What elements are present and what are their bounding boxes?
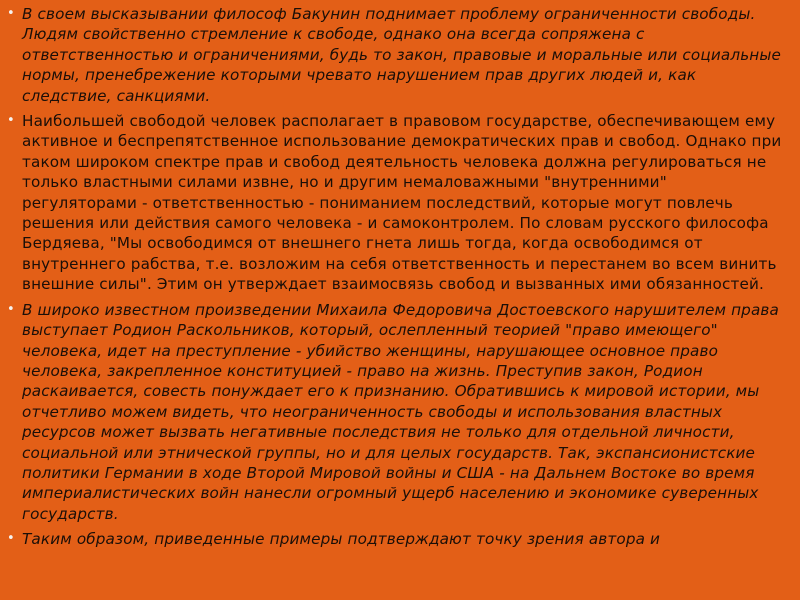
- bullet-marker: •: [7, 301, 15, 317]
- bullet-text: Наибольшей свободой человек располагает в правовом государстве, обеспечивающем ему активное и беспрепятственное использование демократических прав и свобод. Однако при таком широком спектре прав и свобод деятельность человека должна регулироваться не только властными силами извне, но и другим немаловажными "внутренними" регуляторами - ответственностью - пониманием последствий, которые могут повлечь решения или действия самого человека - и самоконтролем. По словам русского философа Бердяева, "Мы освободимся от внешнего гнета лишь тогда, когда освободимся от внутреннего рабства, т.е. возложим на себя ответственность и перестанем во всем винить внешние силы". Этим он утверждает взаимосвязь свобод и вызванных ими обязанностей.: [22, 112, 782, 294]
- bullet-marker: •: [7, 6, 15, 21]
- bullet-marker: •: [7, 113, 15, 129]
- bullet-text: В своем высказывании философ Бакунин поднимает проблему ограниченности свободы. Людям свойственно стремление к свободе, однако она всегда сопряжена с ответственностью и ограничениями, будь то закон, правовые и моральные или социальные нормы, пренебрежение которыми чревато нарушением прав других людей и, как следствие, санкциями.: [22, 5, 782, 105]
- bullet-item-3: [7, 300, 786, 524]
- bullet-text: В широко известном произведении Михаила Федоровича Достоевского нарушителем права выступает Родион Раскольников, который, ослепленный теорией "право имеющего" человека, идет на преступление - убийство женщины, нарушающее основное право человека, закрепленное конституцией - право на жизнь. Преступив закон, Родион раскаивается, совесть понуждает его к признанию. Обратившись к мировой истории, мы отчетливо можем видеть, что неограниченность свободы и использования властных ресурсов может вызвать негативные последствия не только для отдельной личности, социальной или этнической группы, но и для целых государств. Так, экспансионистские политики Германии в ходе Второй Мировой войны и США - на Дальнем Востоке во время империалистических войн нанесли огромный ущерб населению и экономике суверенных государств.: [22, 300, 779, 523]
- bullet-item-1: [7, 4, 786, 106]
- bullet-marker: •: [7, 531, 15, 547]
- bullet-text: Таким образом, приведенные примеры подтверждают точку зрения автора и: [22, 530, 661, 549]
- bullet-item-2: [7, 111, 786, 295]
- bullet-item-4: [7, 529, 786, 549]
